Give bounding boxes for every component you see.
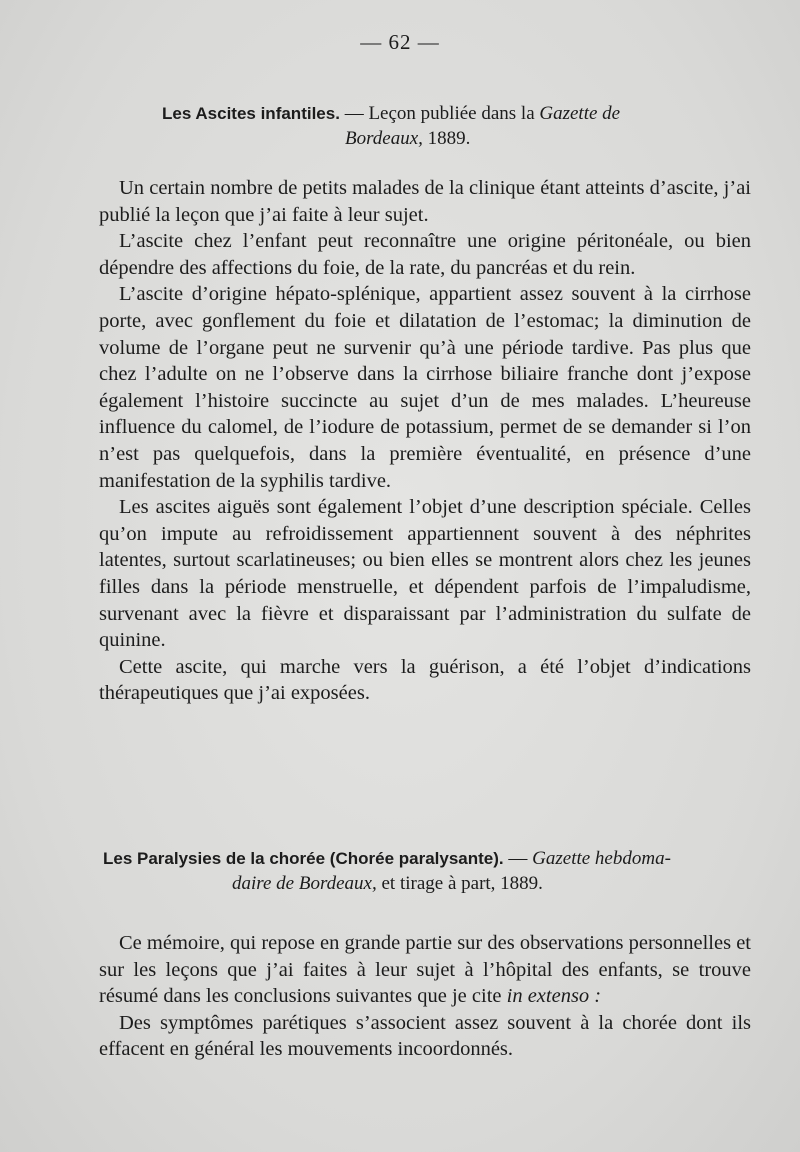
heading-line	[100, 101, 700, 126]
heading-line	[100, 126, 700, 151]
paragraph: Les ascites aiguës sont également l’objet d’une description spéciale. Celles qu’on impute au refroidissement appartiennent souvent à des néphrites latentes, surtout scarlatineuses; ou bien elles se montrent alors chez les jeunes filles dans la période menstruelle, et dépendent parfois de l’impaludisme, survenant avec la fièvre et disparaissant par l’administration du sulfate de quinine.	[99, 496, 751, 652]
section-heading-ascites	[100, 101, 700, 151]
paragraph: Un certain nombre de petits malades de la clinique étant atteints d’ascite, j’ai publié la leçon que j’ai faite à leur sujet.	[99, 177, 751, 226]
paragraph: Des symptômes parétiques s’associent assez souvent à la chorée dont ils effacent en général les mouvements incoordonnés.	[99, 1011, 751, 1061]
heading-line	[100, 846, 700, 871]
heading-source: Gazette hebdoma-	[532, 848, 671, 869]
heading-title: Les Paralysies de la chorée (Chorée paralysante).	[103, 849, 504, 868]
paragraph	[99, 930, 751, 1010]
paragraph: Cette ascite, qui marche vers la guérison, a été l’objet d’indications thérapeutiques que j’ai exposées.	[99, 655, 751, 705]
heading-year: et tirage à part, 1889.	[376, 873, 543, 894]
heading-source: daire de Bordeaux,	[232, 873, 377, 894]
section-body-paralysies	[99, 930, 751, 1063]
paragraph-text: Ce mémoire, qui repose en grande partie sur des observations personnelles et sur les leçons que j’ai faites à leur sujet à l’hôpital des enfants, se trouve résumé dans les conclusions suivantes que je cite	[99, 932, 751, 1008]
heading-text: — Leçon publiée dans la	[339, 103, 540, 124]
heading-title: Les Ascites infantiles.	[162, 104, 340, 123]
italic-phrase: in extenso :	[506, 985, 602, 1008]
section-heading-paralysies	[100, 846, 700, 896]
section-body-ascites	[99, 175, 751, 707]
heading-text: —	[503, 848, 533, 869]
heading-line	[100, 871, 700, 896]
paragraph: L’ascite d’origine hépato-splénique, appartient assez souvent à la cirrhose porte, avec gonflement du foie et dilatation de l’estomac; la diminution de volume de l’organe peut ne survenir qu’à une période tardive. Pas plus que chez l’adulte on ne l’observe dans la cirrhose biliaire franche dont j’expose également l’histoire succincte au sujet d’un de mes malades. L’heureuse influence du calomel, de l’iodure de potassium, permet de se demander si l’on n’est pas quelquefois, dans la première éventualité, en présence d’une manifestation de la syphilis tardive.	[99, 283, 751, 492]
heading-year: 1889.	[422, 128, 471, 149]
heading-source: Gazette de	[539, 103, 621, 124]
heading-source: Bordeaux,	[345, 128, 423, 149]
paragraph: L’ascite chez l’enfant peut reconnaître une origine péritonéale, ou bien dépendre des affections du foie, de la rate, du pancréas et du rein.	[99, 230, 751, 279]
page-number: — 62 —	[360, 30, 440, 54]
